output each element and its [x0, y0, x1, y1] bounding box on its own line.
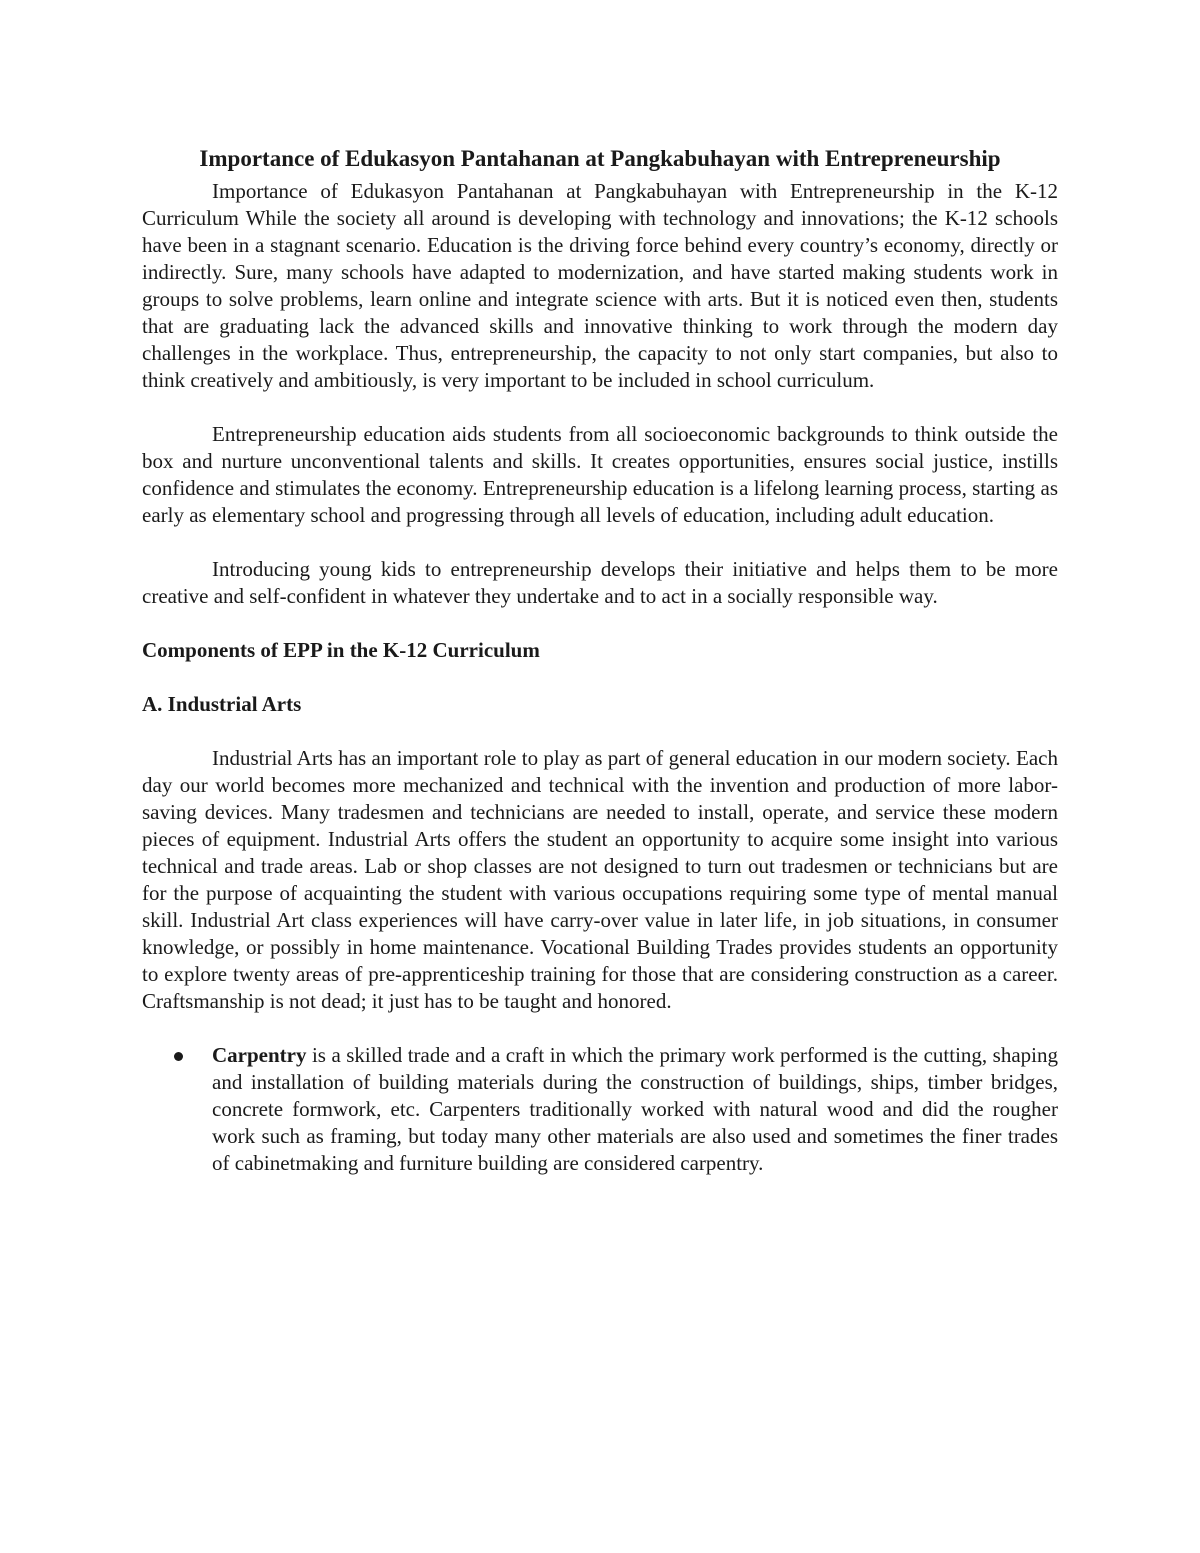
bullet-item-carpentry [142, 1042, 1058, 1177]
industrial-arts-paragraph: Industrial Arts has an important role to play as part of general education in our modern society. Each day our world becomes more mechanized and technical with the invention and production of more labor-saving devices. Many tradesmen and technicians are needed to install, operate, and service these modern pieces of equipment. Industrial Arts offers the student an opportunity to acquire some insight into various technical and trade areas. Lab or shop classes are not designed to turn out tradesmen or technicians but are for the purpose of acquainting the student with various occupations requiring some type of mental manual skill. Industrial Art class experiences will have carry-over value in later life, in job situations, in consumer knowledge, or possibly in home maintenance. Vocational Building Trades provides students an opportunity to explore twenty areas of pre-apprenticeship training for those that are considering construction as a career. Craftsmanship is not dead; it just has to be taught and honored. [142, 746, 1058, 1013]
bullet-dot-icon [174, 1052, 183, 1061]
young-kids-paragraph: Introducing young kids to entrepreneurship develops their initiative and helps them to be more creative and self-confident in whatever they undertake and to act in a socially responsible way. [142, 557, 1058, 608]
bullet-term: Carpentry [212, 1043, 307, 1067]
entrepreneurship-education-paragraph: Entrepreneurship education aids students from all socioeconomic backgrounds to think outside the box and nurture unconventional talents and skills. It creates opportunities, ensures social justice, instills confidence and stimulates the economy. Entrepreneurship education is a lifelong learning process, starting as early as elementary school and progressing through all levels of education, including adult education. [142, 422, 1058, 527]
document-title: Importance of Edukasyon Pantahanan at Pangkabuhayan with Entrepreneurship [199, 146, 1001, 171]
document-page [142, 143, 1058, 1177]
components-heading: Components of EPP in the K-12 Curriculum [142, 638, 540, 662]
intro-paragraph: Importance of Edukasyon Pantahanan at Pangkabuhayan with Entrepreneurship in the K-12 Curriculum While the society all around is developing with technology and innovations; the K-12 schools have been in a stagnant scenario. Education is the driving force behind every country’s economy, directly or indirectly. Sure, many schools have adapted to modernization, and have started making students work in groups to solve problems, learn online and integrate science with arts. But it is noticed even then, students that are graduating lack the advanced skills and innovative thinking to work through the modern day challenges in the workplace. Thus, entrepreneurship, the capacity to not only start companies, but also to think creatively and ambitiously, is very important to be included in school curriculum. [142, 179, 1058, 392]
industrial-arts-heading: A. Industrial Arts [142, 692, 302, 716]
trade-bullet-list [142, 1042, 1058, 1177]
bullet-text: is a skilled trade and a craft in which the primary work performed is the cutting, shaping and installation of building materials during the construction of buildings, ships, timber bridges, concrete formwork, etc. Carpenters traditionally worked with natural wood and did the rougher work such as framing, but today many other materials are also used and sometimes the finer trades of cabinetmaking and furniture building are considered carpentry. [212, 1043, 1058, 1175]
